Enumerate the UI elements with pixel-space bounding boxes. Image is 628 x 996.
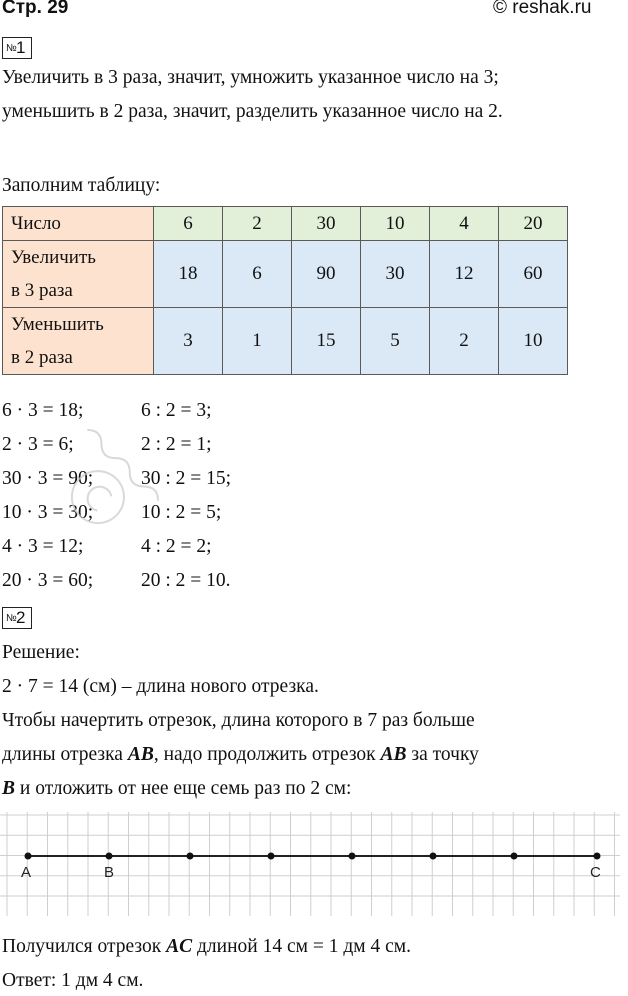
page-number: Стр. 29	[2, 0, 69, 18]
div-line: 2 : 2 = 1;	[141, 434, 212, 455]
table-cell: 6	[223, 241, 292, 308]
div-line: 6 : 2 = 3;	[141, 400, 212, 421]
segment-diagram	[0, 812, 628, 920]
mult-line: 2 · 3 = 6;	[2, 434, 74, 455]
table-cell: 30	[292, 207, 361, 241]
point-dot	[430, 853, 437, 860]
point-a-dot	[25, 853, 32, 860]
explanation-line-1: Чтобы начертить отрезок, длина которого в 7 раз больше	[2, 710, 475, 731]
point-c-label: C	[590, 864, 601, 881]
table-cell: 1	[223, 308, 292, 375]
task-1-badge	[2, 37, 32, 59]
task-number: 2	[16, 608, 26, 627]
row-header-text: Уменьшить	[11, 314, 104, 335]
point-b-label: B	[104, 864, 115, 881]
text-fragment: и отложить от нее еще семь раз по 2 см:	[15, 778, 352, 799]
task1-rule-divide: уменьшить в 2 раза, значит, разделить указанное число на 2.	[2, 101, 503, 122]
mult-line: 10 · 3 = 30;	[2, 502, 94, 523]
table-cell: 60	[499, 241, 568, 308]
table-cell: 2	[430, 308, 499, 375]
row-header-text: Увеличить	[11, 247, 96, 268]
text-fragment: Получился отрезок	[2, 936, 167, 957]
segment-ac: AC	[166, 936, 193, 957]
table-cell: 20	[499, 207, 568, 241]
text-fragment: , надо продолжить отрезок	[153, 744, 381, 765]
table-cell: 10	[499, 308, 568, 375]
row-header	[3, 241, 154, 308]
numbers-table	[2, 206, 568, 375]
point-a-label: A	[21, 864, 32, 881]
table-cell: 2	[223, 207, 292, 241]
table-row	[3, 207, 568, 241]
solution-label: Решение:	[2, 642, 80, 663]
point-dot	[187, 853, 194, 860]
row-header	[3, 207, 154, 241]
point-dot	[511, 853, 518, 860]
mult-line: 30 · 3 = 90;	[2, 468, 94, 489]
table-cell: 90	[292, 241, 361, 308]
grid	[0, 812, 620, 916]
mult-line: 20 · 3 = 60;	[2, 570, 94, 591]
row-header-text: в 3 раза	[11, 280, 73, 301]
table-row	[3, 241, 568, 308]
table-cell: 15	[292, 308, 361, 375]
table-row	[3, 308, 568, 375]
table-cell: 18	[154, 241, 223, 308]
mult-line: 4 · 3 = 12;	[2, 536, 84, 557]
div-line: 30 : 2 = 15;	[141, 468, 232, 489]
row-header	[3, 308, 154, 375]
table-cell: 30	[361, 241, 430, 308]
segment-ab: AB	[380, 744, 407, 765]
explanation-line-2	[2, 744, 479, 766]
table-cell: 10	[361, 207, 430, 241]
answer-line: Ответ: 1 дм 4 см.	[2, 970, 144, 991]
mult-line: 6 · 3 = 18;	[2, 400, 84, 421]
number-sign: №	[6, 43, 17, 54]
table-cell: 6	[154, 207, 223, 241]
row-header-text: в 2 раза	[11, 347, 73, 368]
segment-ab: AB	[127, 744, 154, 765]
task-number: 1	[16, 38, 26, 57]
length-calc: 2 · 7 = 14 (см) – длина нового отрезка.	[2, 676, 319, 697]
text-fragment: длиной 14 см = 1 дм 4 см.	[192, 936, 411, 957]
point-b: B	[2, 778, 16, 799]
site-credit: © reshak.ru	[493, 0, 592, 18]
task1-rule-multiply: Увеличить в 3 раза, значит, умножить указанное число на 3;	[2, 67, 499, 88]
point-c-dot	[594, 853, 601, 860]
text-fragment: длины отрезка	[2, 744, 128, 765]
table-cell: 12	[430, 241, 499, 308]
row-header-text: Число	[11, 213, 61, 234]
result-line	[2, 936, 411, 958]
div-line: 4 : 2 = 2;	[141, 536, 212, 557]
point-b-dot	[106, 853, 113, 860]
div-line: 10 : 2 = 5;	[141, 502, 222, 523]
table-cell: 3	[154, 308, 223, 375]
div-line: 20 : 2 = 10.	[141, 570, 231, 591]
text-fragment: за точку	[406, 744, 479, 765]
table-intro: Заполним таблицу:	[2, 175, 161, 196]
point-dot	[349, 853, 356, 860]
table-cell: 5	[361, 308, 430, 375]
table-cell: 4	[430, 207, 499, 241]
point-dot	[268, 853, 275, 860]
explanation-line-3	[2, 778, 351, 800]
task-2-badge	[2, 607, 32, 629]
number-sign: №	[6, 613, 17, 624]
